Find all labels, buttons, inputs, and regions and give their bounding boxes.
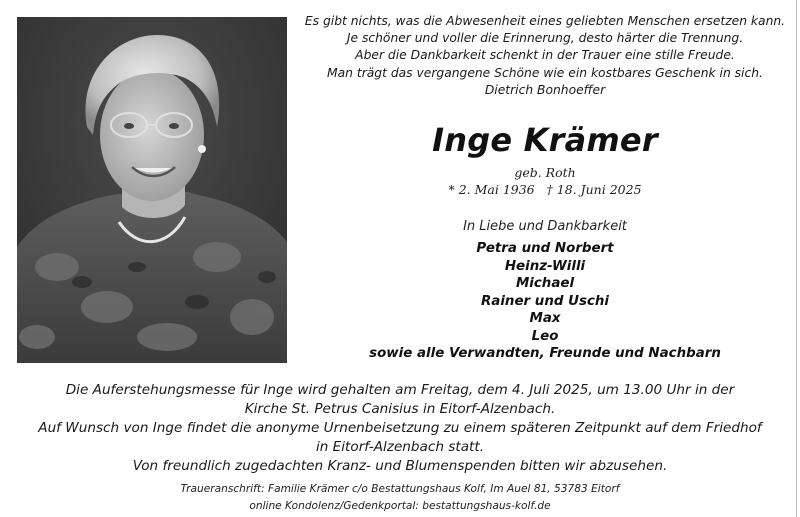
- mourner-entry: sowie alle Verwandten, Freunde und Nachbarn: [369, 346, 721, 361]
- life-dates: * 2. Mai 1936 † 18. Juni 2025: [448, 182, 642, 197]
- page-border: [796, 0, 797, 517]
- bonhoeffer-quote: [300, 13, 790, 99]
- quote-line: Aber die Dankbarkeit schenkt in der Trauer eine stille Freude.: [355, 48, 735, 63]
- announcement-line: Auf Wunsch von Inge findet die anonyme Urnenbeisetzung zu einem späteren Zeitpunkt auf dem Friedhof: [38, 420, 762, 436]
- quote-line: Je schöner und voller die Erinnerung, desto härter die Trennung.: [346, 31, 744, 46]
- portrait-photo: [17, 17, 287, 363]
- dedication-line: In Liebe und Dankbarkeit: [463, 219, 627, 234]
- quote-line: Man trägt das vergangene Schöne wie ein kostbares Geschenk in sich.: [327, 65, 763, 80]
- mourner-entry: Heinz-Willi: [504, 258, 586, 274]
- mourner-entry: Rainer und Uschi: [480, 293, 610, 309]
- mourning-address: Traueranschrift: Familie Krämer c/o Bestattungshaus Kolf, Im Auel 81, 53783 Eitorf: [180, 483, 620, 495]
- announcement-line: Die Auferstehungsmesse für Inge wird gehalten am Freitag, dem 4. Juli 2025, um 13.00 Uhr in der: [65, 382, 735, 398]
- condolence-portal-link[interactable]: online Kondolenz/Gedenkportal: bestattungshaus-kolf.de: [249, 500, 551, 512]
- mourner-entry: Petra und Norbert: [476, 241, 614, 256]
- deceased-name: Inge Krämer: [432, 121, 658, 159]
- announcement-line: Von freundlich zugedachten Kranz- und Blumenspenden bitten wir abzusehen.: [132, 458, 668, 474]
- announcement-line: in Eitorf-Alzenbach statt.: [315, 439, 485, 455]
- quote-line: Es gibt nichts, was die Abwesenheit eines geliebten Menschen ersetzen kann.: [304, 14, 786, 28]
- announcement-line: Kirche St. Petrus Canisius in Eitorf-Alzenbach.: [244, 401, 556, 417]
- mourners-list: [300, 240, 790, 363]
- mourner-entry: Max: [529, 311, 561, 326]
- quote-author: Dietrich Bonhoeffer: [484, 82, 606, 97]
- birth-name: geb. Roth: [514, 165, 576, 180]
- mourner-entry: Leo: [531, 328, 559, 344]
- footer-contact: [20, 481, 780, 515]
- service-announcement: [20, 381, 780, 476]
- mourner-entry: Michael: [515, 276, 575, 291]
